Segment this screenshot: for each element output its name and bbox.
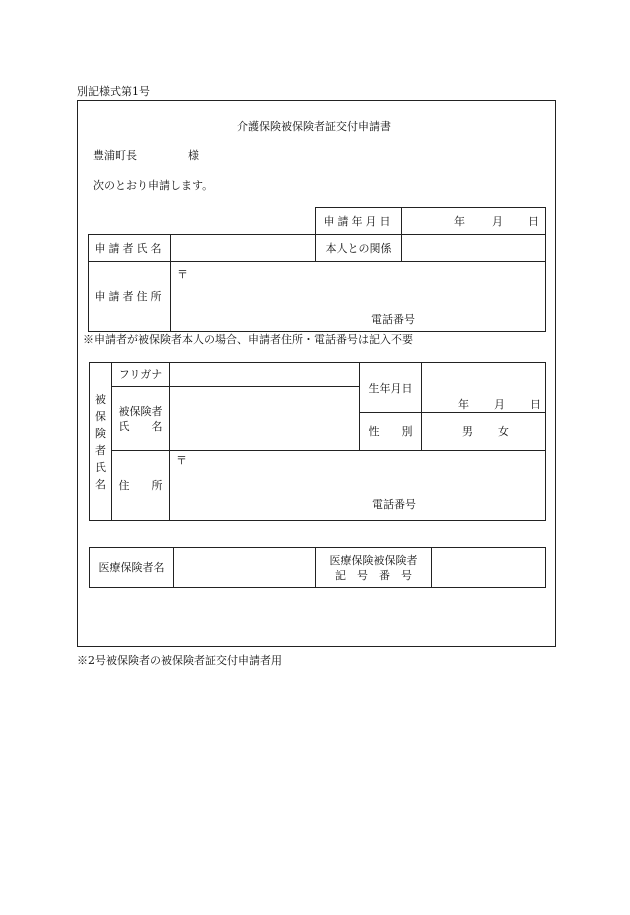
medical-table — [89, 547, 546, 588]
footer-note: ※2号被保険者の被保険者証交付申請者用 — [77, 654, 282, 667]
applicant-address-label: 申請者住所 — [89, 262, 171, 332]
date-unit-month: 月 — [492, 215, 503, 228]
medical-insurer-label: 医療保険者名 — [90, 548, 174, 588]
sex-option-male[interactable]: 男 — [462, 425, 473, 438]
date-unit-year: 年 — [454, 215, 465, 228]
furigana-label: フリガナ — [112, 363, 170, 387]
birth-unit-day: 日 — [530, 398, 541, 411]
insured-section-label: 被 保 険 者 氏 名 — [90, 363, 112, 521]
applicant-address-field[interactable] — [171, 262, 546, 332]
applicant-note: ※申請者が被保険者本人の場合、申請者住所・電話番号は記入不要 — [83, 333, 413, 346]
sex-option-female[interactable]: 女 — [498, 425, 509, 438]
form-title: 介護保険被保険者証交付申請書 — [237, 120, 391, 133]
sex-label: 性 別 — [360, 413, 422, 451]
birth-unit-month: 月 — [494, 398, 505, 411]
birth-unit-year: 年 — [458, 398, 469, 411]
birth-field[interactable] — [422, 363, 546, 413]
medical-number-label: 医療保険被保険者 記 号 番 号 — [316, 548, 432, 588]
relation-label: 本人との関係 — [316, 235, 402, 262]
application-table — [88, 207, 546, 332]
postal-mark: 〒 — [177, 268, 188, 281]
blank-cell — [89, 208, 316, 235]
intro-text: 次のとおり申請します。 — [93, 179, 214, 192]
applicant-name-field[interactable] — [171, 235, 316, 262]
honorific: 様 — [188, 149, 199, 162]
sex-field[interactable] — [422, 413, 546, 451]
birth-label: 生年月日 — [360, 363, 422, 413]
insured-postal-mark: 〒 — [176, 454, 187, 467]
insured-table — [89, 362, 546, 521]
insured-address-label: 住 所 — [112, 451, 170, 521]
medical-number-field[interactable] — [432, 548, 546, 588]
medical-insurer-field[interactable] — [174, 548, 316, 588]
addressee: 豊浦町長 — [93, 149, 137, 162]
form-number: 別記様式第1号 — [77, 85, 150, 98]
insured-phone-label: 電話番号 — [372, 498, 416, 511]
insured-name-field[interactable] — [170, 387, 360, 451]
relation-field[interactable] — [402, 235, 546, 262]
insured-address-field[interactable] — [170, 451, 546, 521]
phone-label: 電話番号 — [371, 313, 415, 326]
furigana-field[interactable] — [170, 363, 360, 387]
insured-name-label: 被保険者 氏 名 — [112, 387, 170, 451]
date-label: 申請年月日 — [316, 208, 402, 235]
applicant-name-label: 申請者氏名 — [89, 235, 171, 262]
date-unit-day: 日 — [528, 215, 539, 228]
date-field[interactable] — [402, 208, 546, 235]
